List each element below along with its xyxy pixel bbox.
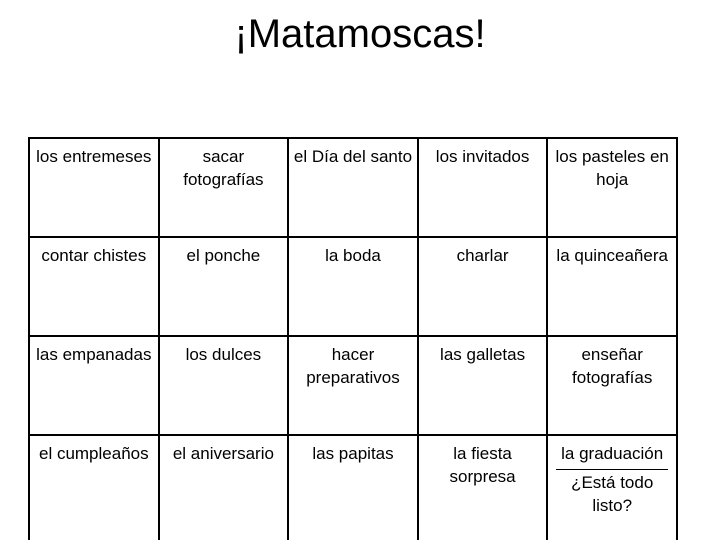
grid-cell[interactable]: las galletas	[418, 336, 548, 435]
grid-cell[interactable]: la fiesta sorpresa	[418, 435, 548, 540]
grid-cell-with-note[interactable]	[547, 435, 677, 540]
grid-cell[interactable]: charlar	[418, 237, 548, 336]
grid-cell-label: la graduación	[561, 444, 664, 463]
grid-row	[29, 435, 677, 540]
grid-cell[interactable]: el cumpleaños	[29, 435, 159, 540]
grid-cell[interactable]: el Día del santo	[288, 138, 418, 237]
grid-cell[interactable]: el ponche	[159, 237, 289, 336]
grid-cell[interactable]: los invitados	[418, 138, 548, 237]
grid-cell[interactable]: las papitas	[288, 435, 418, 540]
grid-cell[interactable]: los pasteles en hoja	[547, 138, 677, 237]
footer-note: ¿Está todo listo?	[571, 473, 654, 515]
grid-cell[interactable]: contar chistes	[29, 237, 159, 336]
flyswatter-grid	[28, 137, 678, 540]
grid-row	[29, 138, 677, 237]
grid-cell[interactable]: la boda	[288, 237, 418, 336]
grid-cell[interactable]: hacer preparativos	[288, 336, 418, 435]
divider-line	[556, 469, 668, 470]
grid-cell[interactable]: las empanadas	[29, 336, 159, 435]
grid-cell[interactable]: la quinceañera	[547, 237, 677, 336]
grid-cell[interactable]: los dulces	[159, 336, 289, 435]
grid-row	[29, 336, 677, 435]
grid-cell[interactable]: los entremeses	[29, 138, 159, 237]
grid-cell[interactable]: el aniversario	[159, 435, 289, 540]
grid-row	[29, 237, 677, 336]
grid-cell[interactable]: enseñar fotografías	[547, 336, 677, 435]
page-title: ¡Matamoscas!	[234, 12, 486, 56]
grid-cell[interactable]: sacar fotografías	[159, 138, 289, 237]
